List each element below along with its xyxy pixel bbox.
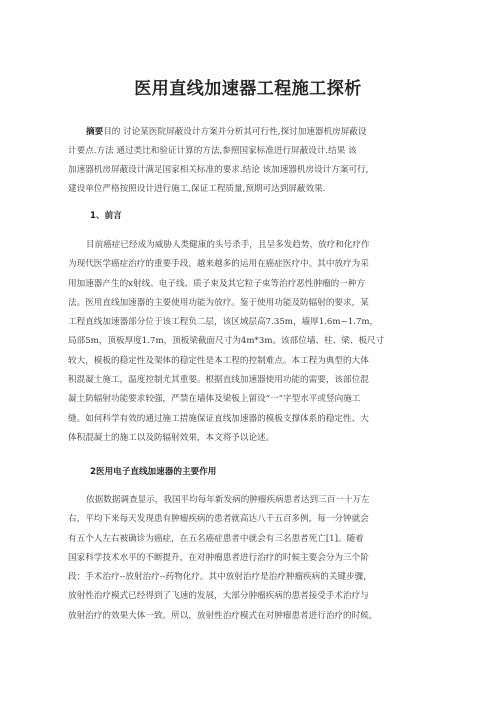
abstract-line (68, 123, 430, 142)
paragraph-line: 工程直线加速器部分位于该工程负二层，该区域层高7.35m，墙厚1.6m~1.7m， (68, 317, 379, 328)
abstract-text: 目的 讨论某医院屏蔽设计方案并分析其可行性,探讨加速器机房屏蔽设 (103, 127, 367, 137)
abstract-block (68, 123, 430, 199)
document-title: 医用直线加速器工程施工探析 (134, 79, 362, 99)
paragraph-line: 有五个人左右被确诊为癌症，在五名癌症患者中就会有三名患者死亡[1]。随着 (68, 533, 364, 544)
paragraph-line: 为现代医学癌症治疗的重要手段，越来越多的运用在癌症医疗中。其中放疗为采 (68, 259, 369, 270)
abstract-line: 加速器机房屏蔽设计满足国家相关标准的要求.结论 该加速器机房设计方案可行, (68, 165, 369, 175)
paragraph-line: 法。医用直线加速器的主要使用功能为放疗。鉴于使用功能及防辐射的要求，某 (68, 297, 369, 308)
abstract-line: 计要点.方法 通过类比和验证计算的方法,参照国家标准进行屏蔽设计.结果 该 (68, 146, 357, 156)
paragraph-line: 体积混凝土的施工以及防辐射效果，本文将予以论述。 (68, 432, 275, 443)
paragraph-line: 右，平均下来每天发现患有肿瘤疾病的患者就高达八千五百多例，每一分钟就会 (68, 514, 369, 525)
paragraph-line: 局部5m，顶板厚度1.7m，顶板梁截面尺寸为4m*3m。该部位墙、柱、梁、板尺寸 (68, 336, 385, 347)
paragraph-line: 积混凝土施工，温度控制尤其重要。根据直线加速器使用功能的需要，该部位混 (68, 375, 369, 386)
abstract-line: 建设单位严格按照设计进行施工,保证工程质量,预期可达到屏蔽效果. (68, 184, 326, 194)
paragraph-line: 段：手术治疗--放射治疗--药物化疗。其中放射治疗是治疗肿瘤疾病的关键步骤， (68, 572, 372, 583)
paragraph (68, 236, 432, 448)
paragraph (68, 491, 432, 626)
paragraph-line: 较大，模板的稳定性及架体的稳定性是本工程的控制难点。本工程为典型的大体 (68, 355, 369, 366)
paragraph-line: 用加速器产生的x射线、电子线、质子束及其它粒子束等治疗恶性肿瘤的一种方 (68, 278, 366, 289)
paragraph-line: 国家科学技术水平的不断提升，在对肿瘤患者进行治疗的时候主要会分为三个阶 (68, 552, 369, 563)
section-heading: 2医用电子直线加速器的主要作用 (90, 467, 217, 477)
paragraph-line: 放射性治疗模式已经得到了飞速的发展，大部分肿瘤疾病的患者接受手术治疗与 (68, 591, 369, 602)
abstract-label: 摘要 (86, 127, 104, 137)
paragraph-line: 依据数据调查显示，我国平均每年新发病的肿瘤疾病患者达到三百一十万左 (86, 495, 370, 505)
paragraph-line: 目前癌症已经成为威胁人类健康的头号杀手，且呈多发趋势，放疗和化疗作 (86, 240, 370, 250)
paragraph-line: 凝土防辐射功能要求较强，严禁在墙体及梁板上留设“一”字型水平或竖向施工 (68, 394, 361, 405)
paragraph-line: 缝。如何科学有效的通过施工措施保证直线加速器的模板支撑体系的稳定性、大 (68, 413, 369, 424)
paragraph-line: 放射治疗的效果大体一致。所以，放射性治疗模式在对肿瘤患者进行治疗的时候， (68, 610, 378, 621)
section-heading: 1、前言 (90, 211, 122, 221)
